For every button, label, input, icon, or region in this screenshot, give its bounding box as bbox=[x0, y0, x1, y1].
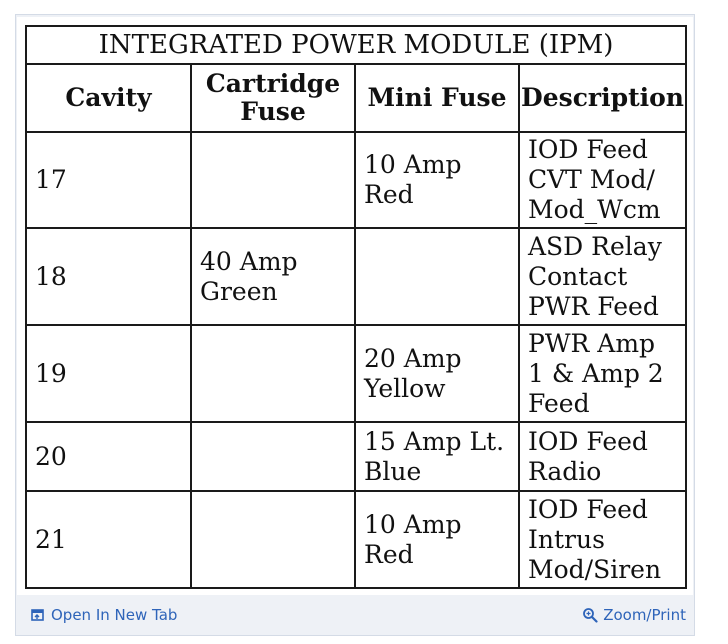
cell-cartridge-fuse bbox=[191, 325, 355, 422]
open-in-new-tab-icon bbox=[30, 607, 46, 623]
table-row bbox=[26, 491, 686, 588]
zoom-print-label: Zoom/Print bbox=[603, 606, 686, 624]
table-row bbox=[26, 132, 686, 228]
header-cavity: Cavity bbox=[26, 64, 191, 132]
table-row bbox=[26, 422, 686, 491]
zoom-print-link[interactable] bbox=[582, 606, 686, 624]
header-description: Description bbox=[519, 64, 686, 132]
cell-cavity: 17 bbox=[26, 132, 191, 228]
cell-cavity: 19 bbox=[26, 325, 191, 422]
cell-cavity: 18 bbox=[26, 228, 191, 325]
cell-mini-fuse bbox=[355, 228, 519, 325]
cell-cartridge-fuse bbox=[191, 132, 355, 228]
magnifier-icon bbox=[582, 607, 598, 623]
cell-mini-fuse: 10 Amp Red bbox=[355, 132, 519, 228]
cell-description: IOD Feed Intrus Mod/Siren bbox=[519, 491, 686, 588]
cell-mini-fuse: 15 Amp Lt. Blue bbox=[355, 422, 519, 491]
table-title-row bbox=[26, 26, 686, 64]
header-mini-fuse: Mini Fuse bbox=[355, 64, 519, 132]
cell-description: ASD Relay Contact PWR Feed bbox=[519, 228, 686, 325]
cell-description: IOD Feed CVT Mod/ Mod_Wcm bbox=[519, 132, 686, 228]
cell-mini-fuse: 10 Amp Red bbox=[355, 491, 519, 588]
table-title: INTEGRATED POWER MODULE (IPM) bbox=[26, 26, 686, 64]
table-row bbox=[26, 325, 686, 422]
table-header-row bbox=[26, 64, 686, 132]
cell-cartridge-fuse bbox=[191, 422, 355, 491]
open-in-new-tab-link[interactable] bbox=[30, 606, 177, 624]
open-in-new-tab-label: Open In New Tab bbox=[51, 606, 178, 624]
table-row bbox=[26, 228, 686, 325]
cell-cartridge-fuse: 40 Amp Green bbox=[191, 228, 355, 325]
ipm-fuse-table bbox=[25, 25, 687, 589]
cell-description: PWR Amp 1 & Amp 2 Feed bbox=[519, 325, 686, 422]
image-footer-bar bbox=[16, 600, 694, 634]
cell-description: IOD Feed Radio bbox=[519, 422, 686, 491]
cell-mini-fuse: 20 Amp Yellow bbox=[355, 325, 519, 422]
cell-cartridge-fuse bbox=[191, 491, 355, 588]
cell-cavity: 21 bbox=[26, 491, 191, 588]
cell-cavity: 20 bbox=[26, 422, 191, 491]
header-cartridge-fuse: Cartridge Fuse bbox=[191, 64, 355, 132]
